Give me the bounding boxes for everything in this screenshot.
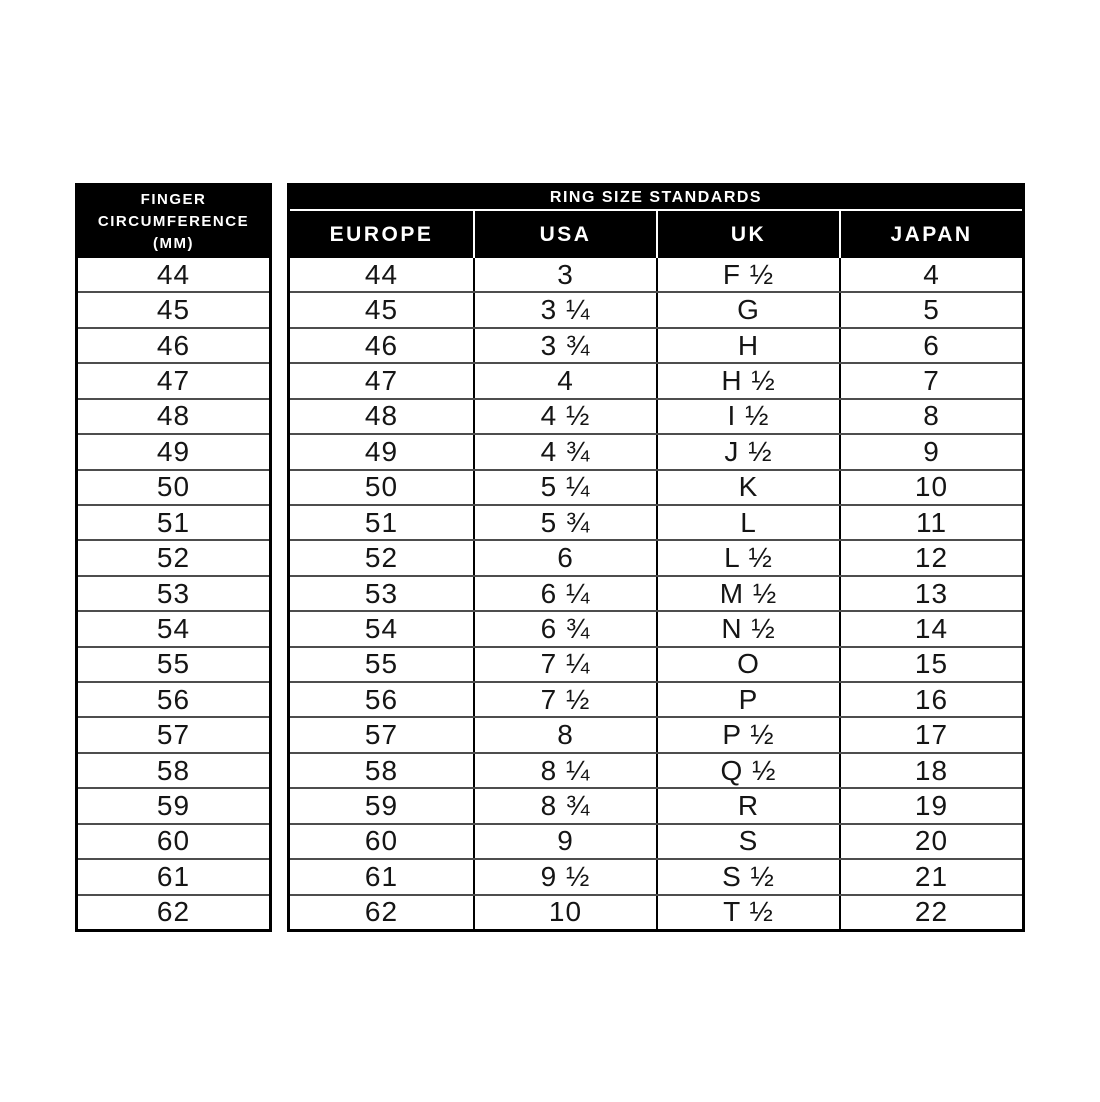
table-row [290, 504, 1022, 539]
cell-uk: H [656, 329, 839, 362]
cell-usa: 6 [473, 541, 656, 574]
cell-japan: 15 [839, 648, 1022, 681]
cell-japan: 10 [839, 471, 1022, 504]
cell-usa: 4 ½ [473, 400, 656, 433]
table-row [290, 716, 1022, 751]
cell-uk: M ½ [656, 577, 839, 610]
cell-japan: 21 [839, 860, 1022, 893]
cell-japan: 14 [839, 612, 1022, 645]
cell-usa: 10 [473, 896, 656, 929]
table-row [290, 362, 1022, 397]
cell-uk: T ½ [656, 896, 839, 929]
table-row [290, 823, 1022, 858]
cell-japan: 13 [839, 577, 1022, 610]
cell-europe: 48 [364, 400, 399, 432]
cell-uk: G [656, 293, 839, 326]
cell-usa: 5 ¼ [473, 471, 656, 504]
cell-japan: 11 [839, 506, 1022, 539]
column-header-europe: EUROPE [290, 211, 473, 258]
cell-japan: 4 [839, 258, 1022, 291]
cell-japan: 8 [839, 400, 1022, 433]
table-row: 45 [78, 291, 269, 326]
cell-europe: 61 [364, 860, 399, 892]
cell-uk: F ½ [656, 258, 839, 291]
cell-europe: 51 [364, 506, 399, 538]
table-title: RING SIZE STANDARDS [290, 186, 1022, 211]
cell-japan: 18 [839, 754, 1022, 787]
table-row: 62 [78, 894, 269, 929]
cell-uk: H ½ [656, 364, 839, 397]
table-row [290, 752, 1022, 787]
table-row [290, 258, 1022, 291]
table-row: 54 [78, 610, 269, 645]
cell-usa: 7 ½ [473, 683, 656, 716]
cell-europe: 60 [364, 825, 399, 857]
cell-uk: L [656, 506, 839, 539]
cell-europe: 57 [364, 719, 399, 751]
cell-japan: 9 [839, 435, 1022, 468]
cell-usa: 7 ¼ [473, 648, 656, 681]
cell-japan: 20 [839, 825, 1022, 858]
table-row: 50 [78, 469, 269, 504]
cell-uk: S [656, 825, 839, 858]
table-row: 58 [78, 752, 269, 787]
table-row [290, 398, 1022, 433]
table-row: 57 [78, 716, 269, 751]
table-row: 44 [156, 258, 191, 290]
cell-uk: J ½ [656, 435, 839, 468]
table-row: 52 [78, 539, 269, 574]
ring-size-body [290, 258, 1022, 929]
cell-japan: 7 [839, 364, 1022, 397]
cell-japan: 22 [839, 896, 1022, 929]
cell-usa: 3 [473, 258, 656, 291]
cell-uk: I ½ [656, 400, 839, 433]
table-row: 60 [78, 823, 269, 858]
cell-usa: 5 ¾ [473, 506, 656, 539]
cell-europe: 47 [364, 364, 399, 396]
table-row [290, 539, 1022, 574]
cell-europe: 59 [364, 790, 399, 822]
header-line-3: (MM) [153, 234, 194, 252]
cell-europe: 56 [364, 683, 399, 715]
column-header-japan: JAPAN [839, 211, 1022, 258]
table-row [290, 433, 1022, 468]
cell-usa: 3 ¾ [473, 329, 656, 362]
table-row: 49 [78, 433, 269, 468]
cell-europe: 46 [364, 329, 399, 361]
table-row [290, 894, 1022, 929]
cell-uk: Q ½ [656, 754, 839, 787]
finger-circumference-header [78, 186, 269, 258]
cell-usa: 9 ½ [473, 860, 656, 893]
cell-japan: 16 [839, 683, 1022, 716]
cell-uk: O [656, 648, 839, 681]
cell-japan: 5 [839, 293, 1022, 326]
table-row [290, 646, 1022, 681]
cell-usa: 3 ¼ [473, 293, 656, 326]
table-row: 48 [78, 398, 269, 433]
table-row [290, 469, 1022, 504]
cell-europe: 45 [364, 294, 399, 326]
finger-circumference-table [75, 183, 272, 932]
ring-size-standards-table [287, 183, 1025, 932]
cell-europe: 54 [364, 612, 399, 644]
cell-japan: 19 [839, 789, 1022, 822]
header-line-2: CIRCUMFERENCE [97, 213, 250, 231]
finger-circumference-body [78, 258, 269, 929]
column-header-uk: UK [656, 211, 839, 258]
table-row: 59 [78, 787, 269, 822]
table-row: 51 [78, 504, 269, 539]
cell-japan: 12 [839, 541, 1022, 574]
cell-uk: P ½ [656, 718, 839, 751]
table-row [290, 787, 1022, 822]
cell-usa: 6 ¼ [473, 577, 656, 610]
cell-usa: 8 [473, 718, 656, 751]
cell-uk: L ½ [656, 541, 839, 574]
column-header-usa: USA [473, 211, 656, 258]
cell-usa: 8 ¾ [473, 789, 656, 822]
cell-uk: S ½ [656, 860, 839, 893]
cell-usa: 6 ¾ [473, 612, 656, 645]
cell-europe: 49 [364, 435, 399, 467]
cell-europe: 58 [364, 754, 399, 786]
cell-europe: 53 [364, 577, 399, 609]
cell-usa: 8 ¼ [473, 754, 656, 787]
table-row: 61 [78, 858, 269, 893]
table-row: 55 [78, 646, 269, 681]
cell-europe: 52 [364, 542, 399, 574]
cell-usa: 4 [473, 364, 656, 397]
header-line-1: FINGER [140, 191, 207, 209]
cell-europe: 44 [364, 258, 399, 290]
cell-usa: 4 ¾ [473, 435, 656, 468]
cell-europe: 62 [364, 896, 399, 928]
table-row [290, 291, 1022, 326]
table-row [290, 575, 1022, 610]
cell-uk: K [656, 471, 839, 504]
cell-europe: 50 [364, 471, 399, 503]
cell-uk: P [656, 683, 839, 716]
cell-japan: 17 [839, 718, 1022, 751]
cell-europe: 55 [364, 648, 399, 680]
cell-usa: 9 [473, 825, 656, 858]
cell-uk: N ½ [656, 612, 839, 645]
table-row [290, 858, 1022, 893]
table-row [290, 610, 1022, 645]
column-header-row [290, 211, 1022, 258]
table-row: 46 [78, 327, 269, 362]
table-row: 47 [78, 362, 269, 397]
cell-japan: 6 [839, 329, 1022, 362]
table-row [290, 327, 1022, 362]
cell-uk: R [656, 789, 839, 822]
table-row: 53 [78, 575, 269, 610]
table-row: 56 [78, 681, 269, 716]
table-row [290, 681, 1022, 716]
